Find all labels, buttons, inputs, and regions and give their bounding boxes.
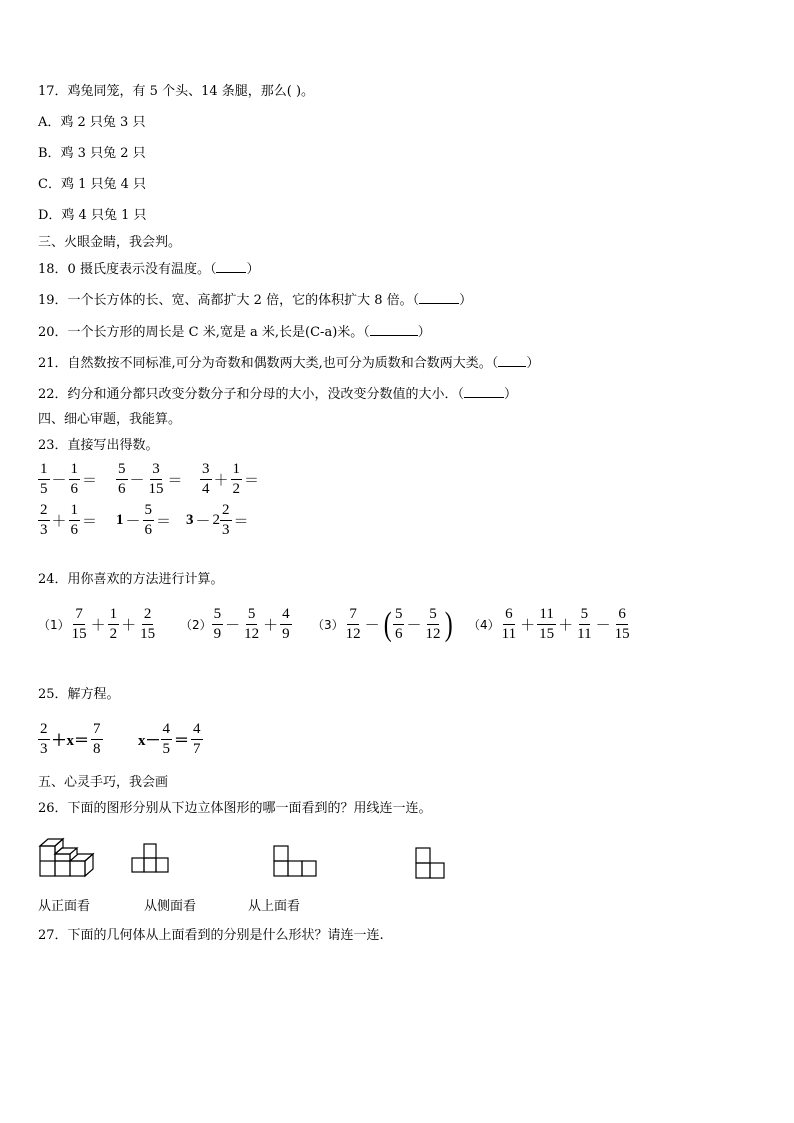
- fraction: $\frac{1}{5}$: [40, 461, 48, 497]
- q22-answer-blank[interactable]: [464, 385, 504, 398]
- q23-eq6: 3 － 2 $\frac{2}{3}$ ＝: [186, 502, 249, 538]
- view-label-top: 从上面看: [248, 899, 301, 914]
- q23-eq3: $\frac{3}{4}$ ＋ $\frac{1}{2}$ ＝: [202, 461, 260, 497]
- q24-stem: 24．用你喜欢的方法进行计算。: [38, 572, 224, 587]
- q23-stem: 23．直接写出得数。: [38, 438, 159, 453]
- fraction: $\frac{4}{5}$: [162, 721, 171, 757]
- fraction: $\frac{2}{3}$: [222, 502, 230, 538]
- fraction: $\frac{1}{6}$: [70, 461, 79, 497]
- q19: [38, 291, 472, 310]
- q25-equation-1: $\frac{2}{3}$ ＋x＝ $\frac{7}{8}$: [40, 721, 101, 757]
- q21: [38, 354, 539, 373]
- fraction: $\frac{4}{9}$: [282, 606, 290, 642]
- q17-option-c: C．鸡 1 只兔 4 只: [38, 177, 147, 192]
- q26-stem: 26．下面的图形分别从下边立体图形的哪一面看到的？用线连一连。: [38, 801, 432, 816]
- q23-eq1: $\frac{1}{5}$ － $\frac{1}{6}$ ＝: [40, 461, 98, 497]
- q20-answer-blank[interactable]: [370, 323, 418, 336]
- q21-text: 21．自然数按不同标准,可分为奇数和偶数两大类,也可分为质数和合数两大类。（: [38, 356, 499, 371]
- fraction: $\frac{5}{12}$: [244, 606, 260, 642]
- fraction: $\frac{5}{12}$: [425, 606, 441, 642]
- q23-eq4: $\frac{2}{3}$ ＋ $\frac{1}{6}$ ＝: [40, 502, 98, 538]
- q17-option-d: D．鸡 4 只兔 1 只: [38, 208, 147, 223]
- q18-close: ）: [246, 262, 260, 277]
- fraction: $\frac{6}{15}$: [614, 606, 630, 642]
- section-4-heading: 四、细心审题，我能算。: [38, 412, 182, 427]
- fraction: $\frac{2}{3}$: [40, 502, 48, 538]
- fraction: $\frac{1}{6}$: [70, 502, 79, 538]
- q25-stem: 25．解方程。: [38, 687, 120, 702]
- q24-problem-2: （2） $\frac{5}{9}$ － $\frac{5}{12}$ ＋ $\frac{4}{9}$: [180, 606, 290, 642]
- fraction: $\frac{4}{7}$: [193, 721, 201, 757]
- fraction: $\frac{5}{11}$: [577, 606, 592, 642]
- q20-text: 20．一个长方形的周长是 C 米,宽是 a 米,长是(C-a)米。（: [38, 325, 370, 340]
- q24-problem-1: （1） $\frac{7}{15}$ ＋ $\frac{1}{2}$ ＋ $\frac{2}{15}$: [38, 606, 156, 642]
- q22-text: 22．约分和通分都只改变分数分子和分母的大小，没改变分数值的大小．（: [38, 387, 465, 402]
- section-5-heading: 五、心灵手巧，我会画: [38, 775, 169, 790]
- q25-equation-2: x－ $\frac{4}{5}$ ＝ $\frac{4}{7}$: [138, 721, 201, 757]
- fraction: $\frac{2}{3}$: [40, 721, 48, 757]
- q20-close: ）: [417, 325, 431, 340]
- q17-option-a: A．鸡 2 只兔 3 只: [38, 115, 146, 130]
- q19-close: ）: [459, 293, 473, 308]
- fraction: $\frac{5}{6}$: [394, 606, 403, 642]
- fraction: $\frac{5}{6}$: [144, 502, 153, 538]
- fraction: $\frac{7}{12}$: [345, 606, 361, 642]
- view-label-side: 从侧面看: [144, 899, 197, 914]
- view-shape-2: [272, 844, 320, 878]
- view-shape-1: [130, 842, 170, 878]
- fraction: $\frac{1}{2}$: [232, 461, 241, 497]
- q21-close: ）: [526, 356, 540, 371]
- fraction: $\frac{1}{2}$: [109, 606, 118, 642]
- fraction: $\frac{5}{6}$: [118, 461, 126, 497]
- q24-problem-4: （4） $\frac{6}{11}$ ＋ $\frac{11}{15}$ ＋ $\frac{5}{11}$ － $\frac{6}{15}$: [468, 606, 630, 642]
- fraction: $\frac{6}{11}$: [501, 606, 517, 642]
- q17-stem: 17．鸡兔同笼，有 5 个头、14 条腿，那么( )。: [38, 84, 315, 99]
- q19-text: 19．一个长方体的长、宽、高都扩大 2 倍，它的体积扩大 8 倍。（: [38, 293, 420, 308]
- q24-problem-3: （3） $\frac{7}{12}$ － ( $\frac{5}{6}$ － $\frac{5}{12}$ ): [312, 605, 453, 643]
- q23-eq2: $\frac{5}{6}$ － $\frac{3}{15}$ ＝: [118, 461, 183, 497]
- fraction: $\frac{11}{15}$: [539, 606, 555, 642]
- section-3-heading: 三、火眼金睛，我会判。: [38, 235, 182, 250]
- view-shape-3: [414, 846, 448, 880]
- q18-answer-blank[interactable]: [216, 260, 246, 273]
- view-label-front: 从正面看: [38, 899, 91, 914]
- q22: [38, 385, 517, 404]
- solid-figure: [38, 834, 104, 878]
- q27-stem: 27．下面的几何体从上面看到的分别是什么形状？请连一连.: [38, 928, 384, 943]
- q18: [38, 260, 259, 279]
- fraction: $\frac{3}{15}$: [148, 461, 164, 497]
- q23-eq5: 1 － $\frac{5}{6}$ ＝: [116, 502, 172, 538]
- q20: [38, 323, 431, 342]
- q22-close: ）: [504, 387, 518, 402]
- fraction: $\frac{2}{15}$: [140, 606, 156, 642]
- q17-option-b: B．鸡 3 只兔 2 只: [38, 146, 146, 161]
- fraction: $\frac{7}{8}$: [93, 721, 101, 757]
- fraction: $\frac{3}{4}$: [202, 461, 210, 497]
- fraction: $\frac{7}{15}$: [71, 606, 87, 642]
- q18-text: 18．0 摄氏度表示没有温度。（: [38, 262, 217, 277]
- fraction: $\frac{5}{9}$: [213, 606, 222, 642]
- q21-answer-blank[interactable]: [498, 354, 526, 367]
- q19-answer-blank[interactable]: [419, 291, 459, 304]
